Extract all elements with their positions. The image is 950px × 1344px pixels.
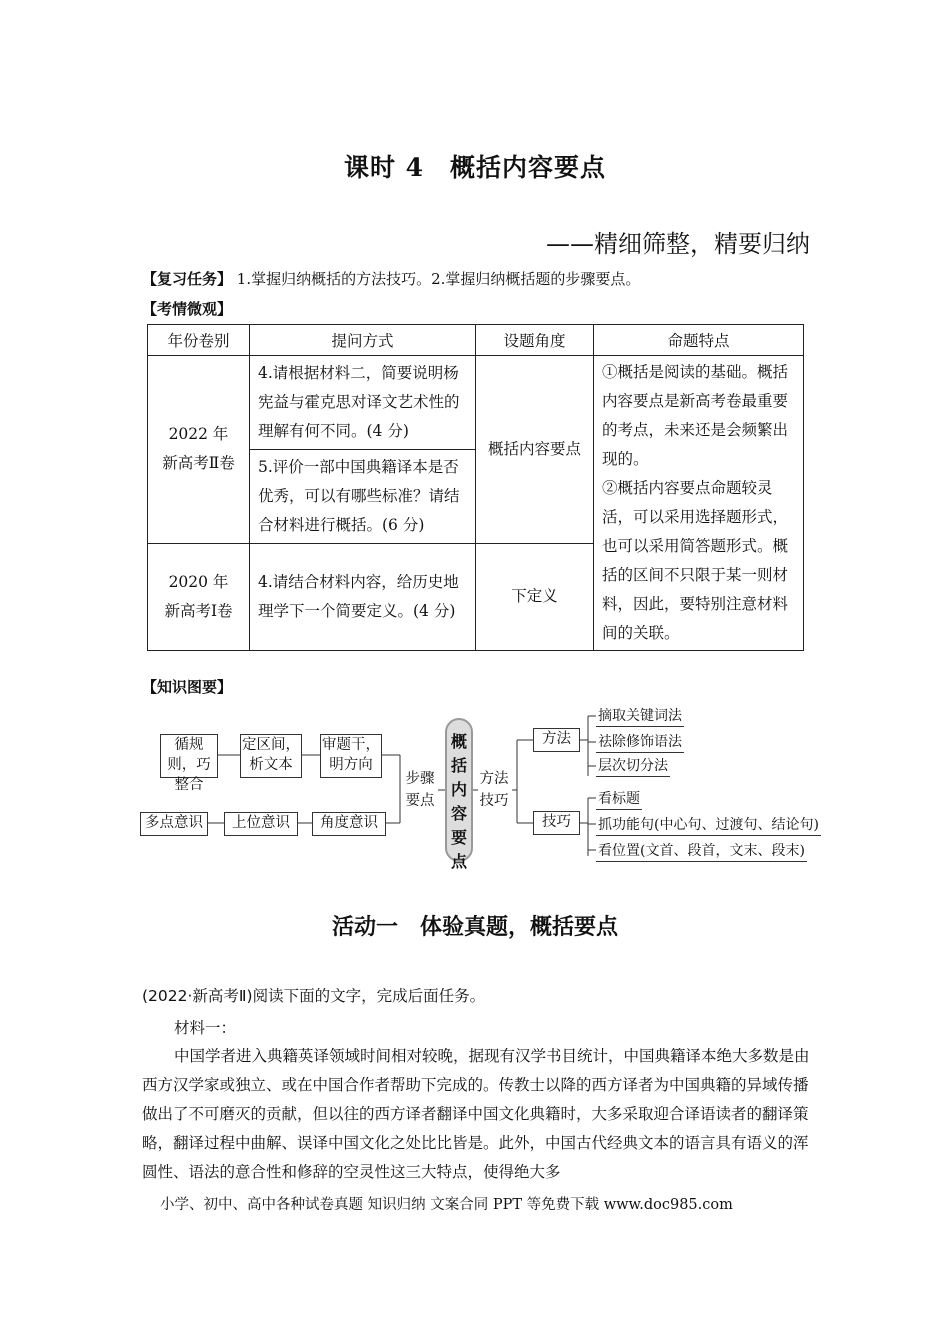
method-item: 祛除修饰语法: [596, 732, 684, 753]
step-box-superordinate: 上位意识: [224, 812, 298, 836]
header-angle: 设题角度: [476, 325, 594, 356]
question-cell: 4.请结合材料内容，给历史地理学下一个简要定义。(4 分): [250, 543, 476, 650]
angle-cell: 下定义: [476, 543, 594, 650]
page-subtitle: ——精细筛整，精要归纳: [546, 230, 810, 258]
review-text: 1.掌握归纳概括的方法技巧。2.掌握归纳概括题的步骤要点。: [236, 270, 641, 288]
question-cell: 4.请根据材料二，简要说明杨宪益与霍克思对译文艺术性的理解有何不同。(4 分): [250, 356, 476, 450]
step-box-rules: 循规则，巧整合: [160, 734, 218, 778]
step-box-question: 审题干，明方向: [320, 734, 382, 778]
method-item: 摘取关键词法: [596, 706, 684, 727]
steps-label: 步骤要点: [405, 771, 435, 809]
skill-box: 技巧: [533, 811, 580, 835]
skill-item: 看标题: [596, 789, 642, 810]
step-box-angle: 角度意识: [312, 812, 386, 836]
header-question: 提问方式: [250, 325, 476, 356]
step-box-multipoint: 多点意识: [140, 812, 208, 836]
skill-bracket: [580, 798, 596, 856]
skill-item: 抓功能句(中心句、过渡句、结论句): [596, 815, 821, 836]
step-box-range: 定区间，析文本: [240, 734, 302, 778]
year-cell: 2022 年新高考Ⅱ卷: [148, 356, 250, 544]
page-title: 课时 4 概括内容要点: [343, 153, 607, 182]
header-feature: 命题特点: [594, 325, 804, 356]
method-item: 层次切分法: [596, 756, 670, 777]
knowledge-map-label: 【知识图要】: [142, 678, 233, 696]
skill-item: 看位置(文首、段首，文末、段末): [596, 841, 807, 862]
question-cell: 5.评价一部中国典籍译本是否优秀，可以有哪些标准？请结合材料进行概括。(6 分): [250, 449, 476, 543]
methods-label: 方法技巧: [479, 771, 509, 809]
exam-overview-label: 【考情微观】: [142, 300, 233, 318]
center-node: 概括内容要点: [445, 718, 473, 862]
page-footer: 小学、初中、高中各种试卷真题 知识归纳 文案合同 PPT 等免费下载 www.doc985.com: [160, 1197, 733, 1213]
angle-cell: 概括内容要点: [476, 356, 594, 544]
header-year: 年份卷别: [148, 325, 250, 356]
material-text: 中国学者进入典籍英译领域时间相对较晚，据现有汉学书目统计，中国典籍译本绝大多数是由西方汉学家或独立、或在中国合作者帮助下完成的。传教士以降的西方译者为中国典籍的异域传播做出了不可磨灭的贡献，但以往的西方译者翻译中国文化典籍时，大多采取迎合译语读者的翻译策略，翻译过程中曲解、误译中国文化之处比比皆是。此外，中国古代经典文本的语言具有语义的浑圆性、语法的意合性和修辞的空灵性这三大特点，使得绝大多: [142, 1047, 810, 1181]
source-line: (2022·新高考Ⅱ)阅读下面的文字，完成后面任务。: [142, 987, 486, 1005]
method-box: 方法: [533, 728, 580, 752]
method-bracket: [580, 716, 596, 776]
activity-title: 活动一 体验真题，概括要点: [331, 914, 618, 940]
year-cell: 2020 年新高考Ⅰ卷: [148, 543, 250, 650]
feature-cell: ①概括是阅读的基础。概括内容要点是新高考卷最重要的考点，未来还是会频繁出现的。 ②概括内容要点命题较灵活，可以采用选择题形式，也可以采用简答题形式。概括的区间不只限于某一则材料，因此，要特别注意材料间的关联。: [594, 356, 804, 651]
material-label: 材料一：: [174, 1019, 237, 1037]
review-label: 【复习任务】: [142, 270, 233, 288]
